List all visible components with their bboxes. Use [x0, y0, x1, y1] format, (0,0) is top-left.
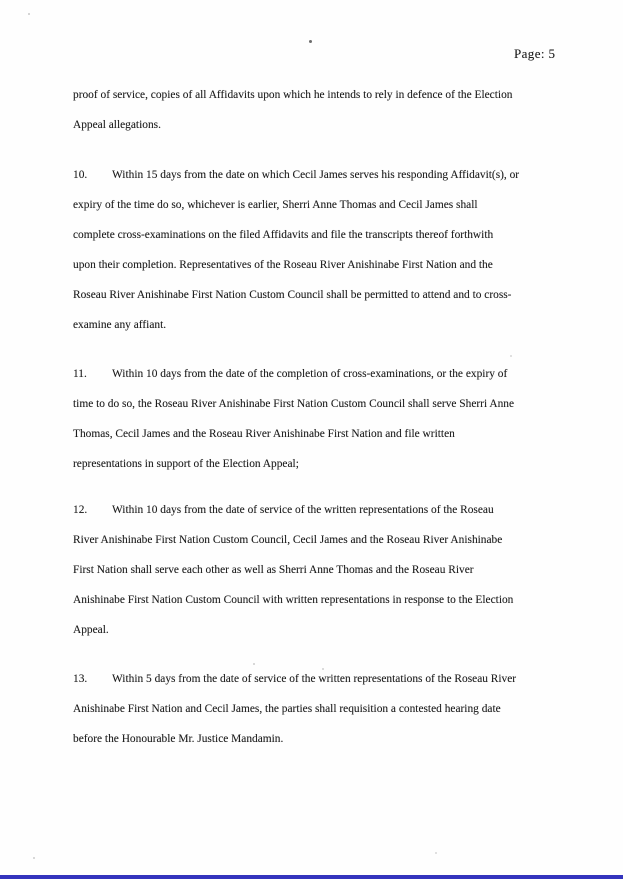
- text-line: [73, 160, 573, 190]
- paragraph-10: [73, 160, 573, 340]
- paragraph-continuation: [73, 80, 573, 140]
- text-line: River Anishinabe First Nation Custom Council, Cecil James and the Roseau River Anishinabe: [73, 534, 503, 546]
- text-line: Roseau River Anishinabe First Nation Custom Council shall be permitted to attend and to cross-: [73, 289, 512, 301]
- text-line: proof of service, copies of all Affidavits upon which he intends to rely in defence of the Election: [73, 89, 513, 101]
- paragraph-number: 10.: [73, 169, 88, 181]
- text-line: First Nation shall serve each other as well as Sherri Anne Thomas and the Roseau River: [73, 564, 474, 576]
- text-line: Anishinabe First Nation and Cecil James, the parties shall requisition a contested hearing date: [73, 703, 501, 715]
- text-line: complete cross-examinations on the filed Affidavits and file the transcripts thereof forthwith: [73, 229, 494, 241]
- text-line: before the Honourable Mr. Justice Mandamin.: [73, 733, 284, 745]
- text-line: [73, 495, 573, 525]
- paragraph-13: [73, 664, 573, 754]
- scan-speck: [309, 40, 312, 43]
- paragraph-number: 13.: [73, 673, 88, 685]
- bottom-scan-line: [0, 875, 623, 879]
- text-line: representations in support of the Election Appeal;: [73, 458, 299, 470]
- text-line: expiry of the time do so, whichever is earlier, Sherri Anne Thomas and Cecil James shall: [73, 199, 478, 211]
- scan-speck: [510, 355, 512, 357]
- text-line: Appeal.: [73, 624, 109, 636]
- text-line: Appeal allegations.: [73, 119, 161, 131]
- scan-speck: [322, 668, 324, 670]
- text-line: Anishinabe First Nation Custom Council with written representations in response to the Election: [73, 594, 514, 606]
- text-line-content: Within 5 days from the date of service of the written representations of the Roseau River: [112, 673, 517, 685]
- text-line: upon their completion. Representatives of the Roseau River Anishinabe First Nation and the: [73, 259, 493, 271]
- text-line: examine any affiant.: [73, 319, 167, 331]
- text-line-content: Within 10 days from the date of service of the written representations of the Roseau: [112, 504, 494, 516]
- text-line: [73, 359, 573, 389]
- page-number-label: Page: 5: [514, 46, 556, 61]
- scan-speck: [435, 852, 437, 854]
- scan-speck: [33, 857, 35, 859]
- paragraph-number: 11.: [73, 368, 87, 380]
- text-line: time to do so, the Roseau River Anishinabe First Nation Custom Council shall serve Sherri Anne: [73, 398, 515, 410]
- paragraph-12: [73, 495, 573, 645]
- text-line: Thomas, Cecil James and the Roseau River Anishinabe First Nation and file written: [73, 428, 455, 440]
- paragraph-11: [73, 359, 573, 479]
- text-line-content: Within 15 days from the date on which Cecil James serves his responding Affidavit(s), or: [112, 169, 520, 181]
- scan-speck: [253, 663, 255, 665]
- text-line-content: Within 10 days from the date of the completion of cross-examinations, or the expiry of: [112, 368, 508, 380]
- paragraph-number: 12.: [73, 504, 88, 516]
- scan-speck: [28, 13, 30, 15]
